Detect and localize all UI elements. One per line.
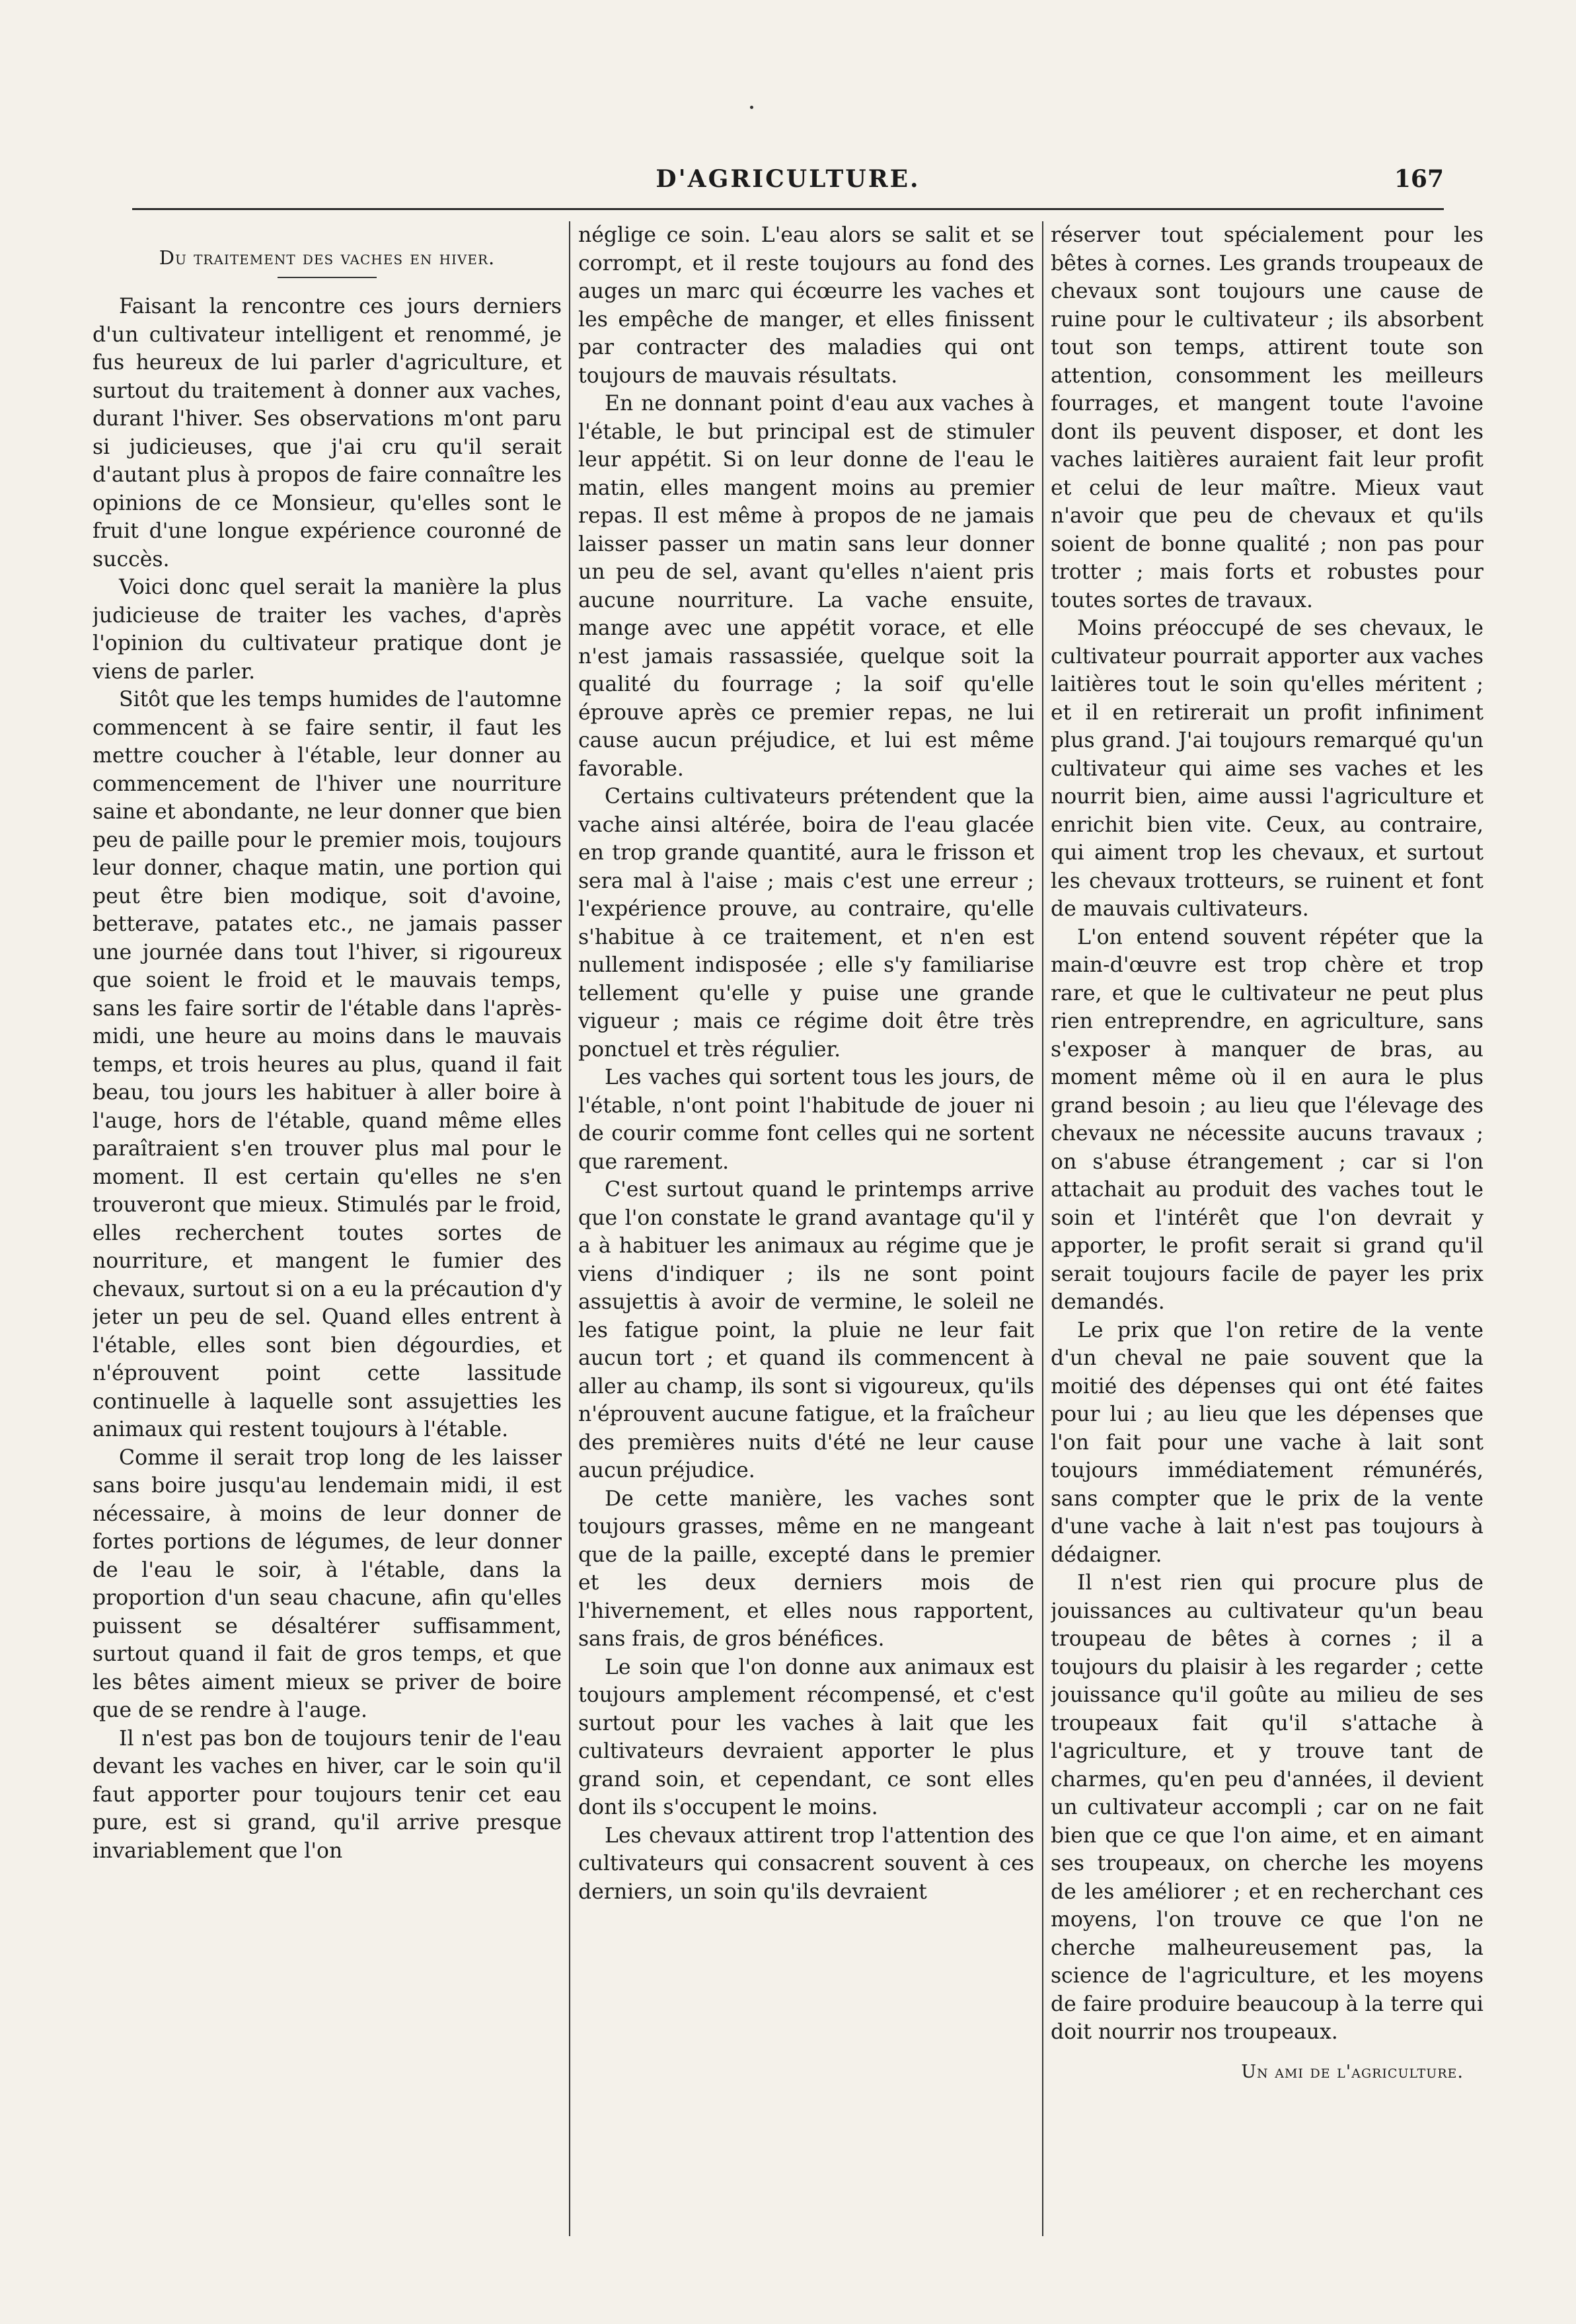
paragraph: L'on entend souvent répéter que la main-d'œuvre est trop chère et trop rare, et que le cultivateur ne peut plus rien entreprendre, en agriculture, sans s'exposer à manquer de bras, au moment même où il en aura le plus grand besoin ; au lieu que l'élevage des chevaux ne nécessite aucuns travaux ; on s'abuse étrangement ; car si l'on attachait au produit des vaches tout le soin et l'intérêt que l'on devrait y apporter, le profit serait si grand qu'il serait toujours facile de payer les prix demandés. (1051, 925, 1483, 1314)
paragraph: Les vaches qui sortent tous les jours, de l'étable, n'ont point l'habitude de jouer ni de courir comme font celles qui ne sortent que rarement. (578, 1066, 1034, 1174)
speck-mark (750, 106, 753, 109)
paragraph: Voici donc quel serait la manière la plus judicieuse de traiter les vaches, d'après l'opinion du cultivateur pratique dont je viens de parler. (93, 575, 562, 684)
article-title: Du traitement des vaches en hiver. (159, 246, 496, 269)
paragraph: néglige ce soin. L'eau alors se salit et se corrompt, et il reste toujours au fond des auges un marc qui écœurre les vaches et les empêche de manger, et elles finissent par contracter des maladies qui ont toujours de mauvais résultats. (578, 223, 1034, 388)
paragraph: De cette manière, les vaches sont toujours grasses, même en ne mangeant que de la paille, excepté dans le premier et les deux derniers mois de l'hivernement, et elles nous rapportent, sans frais, de gros bénéfices. (578, 1486, 1034, 1651)
paragraph: Comme il serait trop long de les laisser sans boire jusqu'au lendemain midi, il est nécessaire, à moins de leur donner de fortes portions de légumes, de leur donner de l'eau le soir, à l'étable, dans la proportion d'un seau chacune, afin qu'elles puissent se désaltérer suffisamment, surtout quand il fait de gros temps, et que les bêtes aiment mieux se priver de boire que de se rendre à l'auge. (93, 1445, 562, 1722)
paragraph: Il n'est rien qui procure plus de jouissances au cultivateur qu'un beau troupeau de bêtes à cornes ; il a toujours du plaisir à les regarder ; cette jouissance qu'il goûte au milieu de ses troupeaux fait qu'il s'attache à l'agriculture, et y trouve tant de charmes, qu'en peu d'années, il devient un cultivateur accompli ; car on ne fait bien que ce que l'on aime, et en aimant ses troupeaux, on cherche les moyens de les améliorer ; et en recherchant ces moyens, l'on trouve ce que l'on ne cherche malheureusement pas, la science de l'agriculture, et les moyens de faire produire beaucoup à la terre qui doit nourrir nos troupeaux. (1051, 1571, 1483, 2044)
paragraph: Les chevaux attirent trop l'attention des cultivateurs qui consacrent souvent à ces derniers, un soin qu'ils devraient (578, 1823, 1034, 1904)
signature: Un ami de l'agriculture. (1241, 2061, 1464, 2082)
paragraph: C'est surtout quand le printemps arrive que l'on constate le grand avantage qu'il y a à habituer les animaux au régime que je viens d'indiquer ; ils ne sont point assujettis à avoir de vermine, le soleil ne les fatigue point, la pluie ne leur fait aucun tort ; et quand ils commencent à aller au champ, ils sont si vigoureux, qu'ils n'éprouvent aucune fatigue, et la fraîcheur des premières nuits d'été ne leur cause aucun préjudice. (578, 1178, 1034, 1482)
paragraph: réserver tout spécialement pour les bêtes à cornes. Les grands troupeaux de chevaux sont toujours une cause de ruine pour le cultivateur ; ils absorbent tout son temps, attirent toute son attention, consomment les meilleurs fourrages, et mangent toute l'avoine dont ils peuvent disposer, et dont les vaches laitières auraient fait leur profit et celui de leur maître. Mieux vaut n'avoir que peu de chevaux et qu'ils soient de bonne qualité ; non pas pour trotter ; mais forts et robustes pour toutes sortes de travaux. (1051, 223, 1483, 612)
paragraph: Sitôt que les temps humides de l'automne commencent à se faire sentir, il faut les mettre coucher à l'étable, leur donner au commencement de l'hiver une nourriture saine et abondante, ne leur donner que bien peu de paille pour le premier mois, toujours leur donner, chaque matin, une portion qui peut être bien modique, soit d'avoine, betterave, patates etc., ne jamais passer une journée dans tout l'hiver, si rigoureux que soient le froid et le mauvais temps, sans les faire sortir de l'étable dans l'après-midi, une heure au moins dans le mauvais temps, et trois heures au plus, quand il fait beau, tou jours les habituer à aller boire à l'auge, hors de l'étable, quand même elles paraîtraient s'en trouver plus mal pour le moment. Il est certain qu'elles ne s'en trouveront que mieux. Stimulés par le froid, elles recherchent toutes sortes de nourriture, et mangent le fumier des chevaux, surtout si on a eu la précaution d'y jeter un peu de sel. Quand elles entrent à l'étable, elles sont bien dégourdies, et n'éprouvent point cette lassitude continuelle à laquelle sont assujetties les animaux qui restent toujours à l'étable. (93, 688, 562, 1441)
paragraph: Certains cultivateurs prétendent que la vache ainsi altérée, boira de l'eau glacée en trop grande quantité, aura le frisson et sera mal à l'aise ; mais c'est une erreur ; l'expérience prouve, au contraire, qu'elle s'habitue à ce traitement, et n'en est nullement indisposée ; elle s'y familiarise tellement qu'elle y puise une grande vigueur ; mais ce régime doit être très ponctuel et très régulier. (578, 785, 1034, 1062)
column-divider (569, 221, 570, 2236)
title-rule (278, 277, 377, 278)
column-2 (578, 221, 1034, 2236)
column-divider (1042, 221, 1043, 2236)
paragraph: Le prix que l'on retire de la vente d'un cheval ne paie souvent que la moitié des dépenses qui ont été faites pour lui ; au lieu que les dépenses que l'on fait pour une vache à lait sont toujours immédiatement rémunérés, sans compter que le prix de la vente d'une vache à lait n'est pas toujours à dédaigner. (1051, 1318, 1483, 1567)
running-title: D'AGRICULTURE. (656, 165, 920, 193)
page-number: 167 (1394, 165, 1444, 193)
paragraph: En ne donnant point d'eau aux vaches à l'étable, le but principal est de stimuler leur appétit. Si on leur donne de l'eau le matin, elles mangent moins au premier repas. Il est même à propos de ne jamais laisser passer un matin sans leur donner un peu de sel, avant qu'elles n'aient pris aucune nourriture. La vache ensuite, mange avec une appétit vorace, et elle n'est jamais rassassiée, quelque soit la qualité du fourrage ; la soif qu'elle éprouve après ce premier repas, ne lui cause aucun préjudice, et lui est même favorable. (578, 392, 1034, 781)
paragraph: Le soin que l'on donne aux animaux est toujours amplement récompensé, et c'est surtout pour les vaches à lait que les cultivateurs devraient apporter le plus grand soin, et cependant, ce sont elles dont ils s'occupent le moins. (578, 1655, 1034, 1819)
column-3 (1051, 221, 1483, 2236)
paragraph: Faisant la rencontre ces jours derniers d'un cultivateur intelligent et renommé, je fus heureux de lui parler d'agriculture, et surtout du traitement à donner aux vaches, durant l'hiver. Ses observations m'ont paru si judicieuses, que j'ai cru qu'il serait d'autant plus à propos de faire connaître les opinions de ce Monsieur, qu'elles sont le fruit d'une longue expérience couronné de succès. (93, 295, 562, 571)
header-rule (132, 208, 1444, 210)
paragraph: Il n'est pas bon de toujours tenir de l'eau devant les vaches en hiver, car le soin qu'il faut apporter pour toujours tenir cet eau pure, est si grand, qu'il arrive presque invariablement que l'on (93, 1726, 562, 1863)
column-1 (93, 221, 562, 2236)
article-columns (93, 221, 1483, 2236)
page-header (132, 165, 1444, 205)
paragraph: Moins préoccupé de ses chevaux, le cultivateur pourrait apporter aux vaches laitières tout le soin qu'elles méritent ; et il en retirerait un profit infiniment plus grand. J'ai toujours remarqué qu'un cultivateur qui aime ses vaches et les nourrit bien, aime aussi l'agriculture et enrichit bien vite. Ceux, au contraire, qui aiment trop les chevaux, et surtout les chevaux trotteurs, se ruinent et font de mauvais cultivateurs. (1051, 616, 1483, 921)
